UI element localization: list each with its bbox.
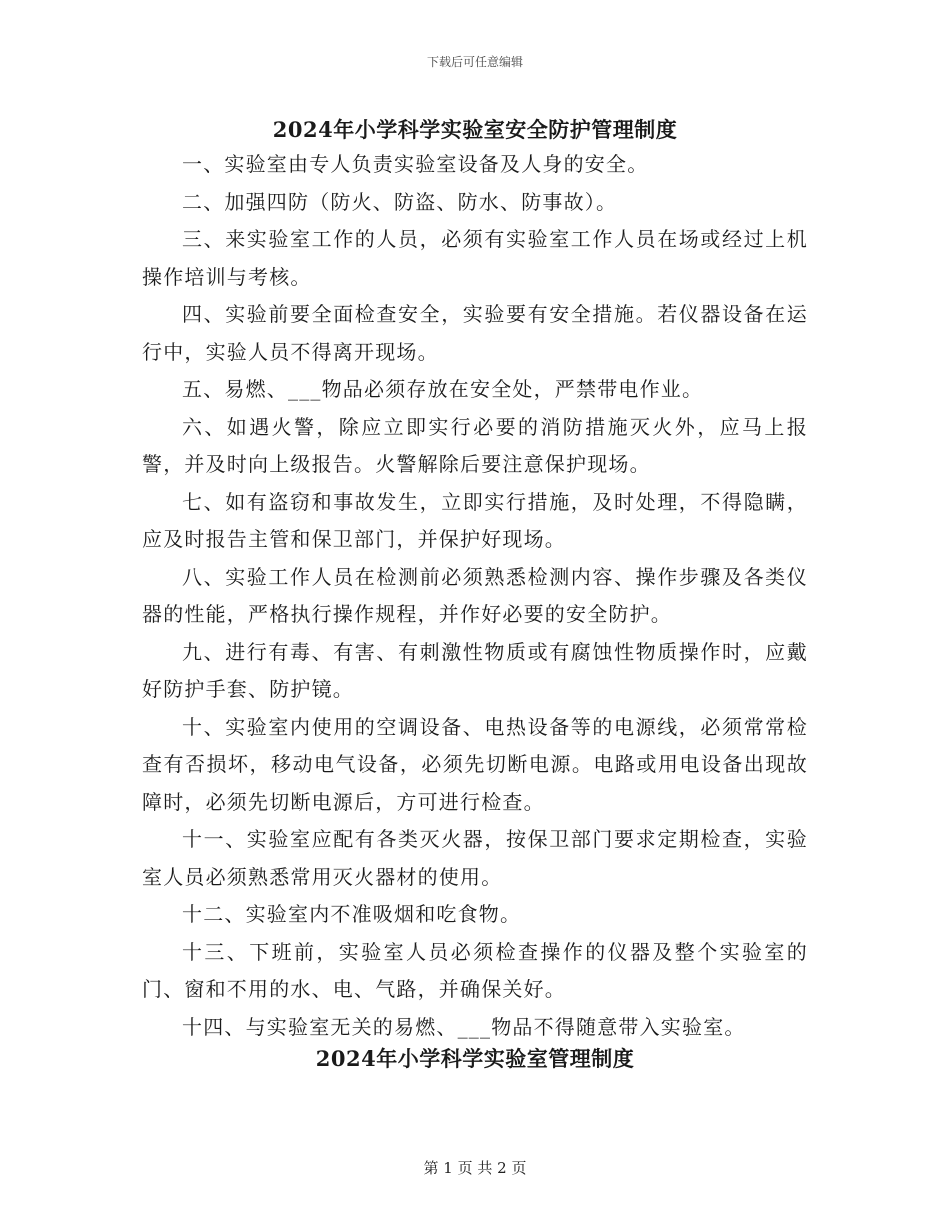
paragraph: 一、实验室由专人负责实验室设备及人身的安全。 xyxy=(182,152,649,176)
paragraph: 十一、实验室应配有各类灭火器，按保卫部门要求定期检查，实验室人员必须熟悉常用灭火器材的使用。 xyxy=(142,827,808,889)
paragraph: 六、如遇火警，除应立即实行必要的消防措施灭火外，应马上报警，并及时向上级报告。火警解除后要注意保护现场。 xyxy=(142,414,808,476)
paragraph: 九、进行有毒、有害、有刺激性物质或有腐蚀性物质操作时，应戴好防护手套、防护镜。 xyxy=(142,639,808,701)
document-title: 2024年小学科学实验室安全防护管理制度 xyxy=(272,117,678,142)
paragraph: 八、实验工作人员在检测前必须熟悉检测内容、操作步骤及各类仪器的性能，严格执行操作规程，并作好必要的安全防护。 xyxy=(142,564,808,626)
paragraph: 七、如有盗窃和事故发生，立即实行措施，及时处理，不得隐瞒，应及时报告主管和保卫部门，并保护好现场。 xyxy=(142,489,808,551)
paragraph: 四、实验前要全面检查安全，实验要有安全措施。若仪器设备在运行中，实验人员不得离开现场。 xyxy=(142,302,808,364)
paragraph: 十三、下班前，实验室人员必须检查操作的仪器及整个实验室的门、窗和不用的水、电、气路，并确保关好。 xyxy=(142,939,808,1001)
paragraph: 十、实验室内使用的空调设备、电热设备等的电源线，必须常常检查有否损坏，移动电气设备，必须先切断电源。电路或用电设备出现故障时，必须先切断电源后，方可进行检查。 xyxy=(142,714,808,814)
paragraph: 十二、实验室内不准吸烟和吃食物。 xyxy=(182,902,522,926)
page-footer: 第 1 页 共 2 页 xyxy=(423,1159,527,1177)
second-section-title: 2024年小学科学实验室管理制度 xyxy=(315,1046,635,1071)
paragraph: 五、易燃、___物品必须存放在安全处，严禁带电作业。 xyxy=(182,377,704,401)
paragraph: 三、来实验室工作的人员，必须有实验室工作人员在场或经过上机操作培训与考核。 xyxy=(142,227,808,289)
document-body xyxy=(142,146,808,1046)
header-note: 下载后可任意编辑 xyxy=(426,55,523,69)
paragraph: 十四、与实验室无关的易燃、___物品不得随意带入实验室。 xyxy=(182,1014,746,1039)
paragraph: 二、加强四防（防火、防盗、防水、防事故）。 xyxy=(182,189,618,214)
